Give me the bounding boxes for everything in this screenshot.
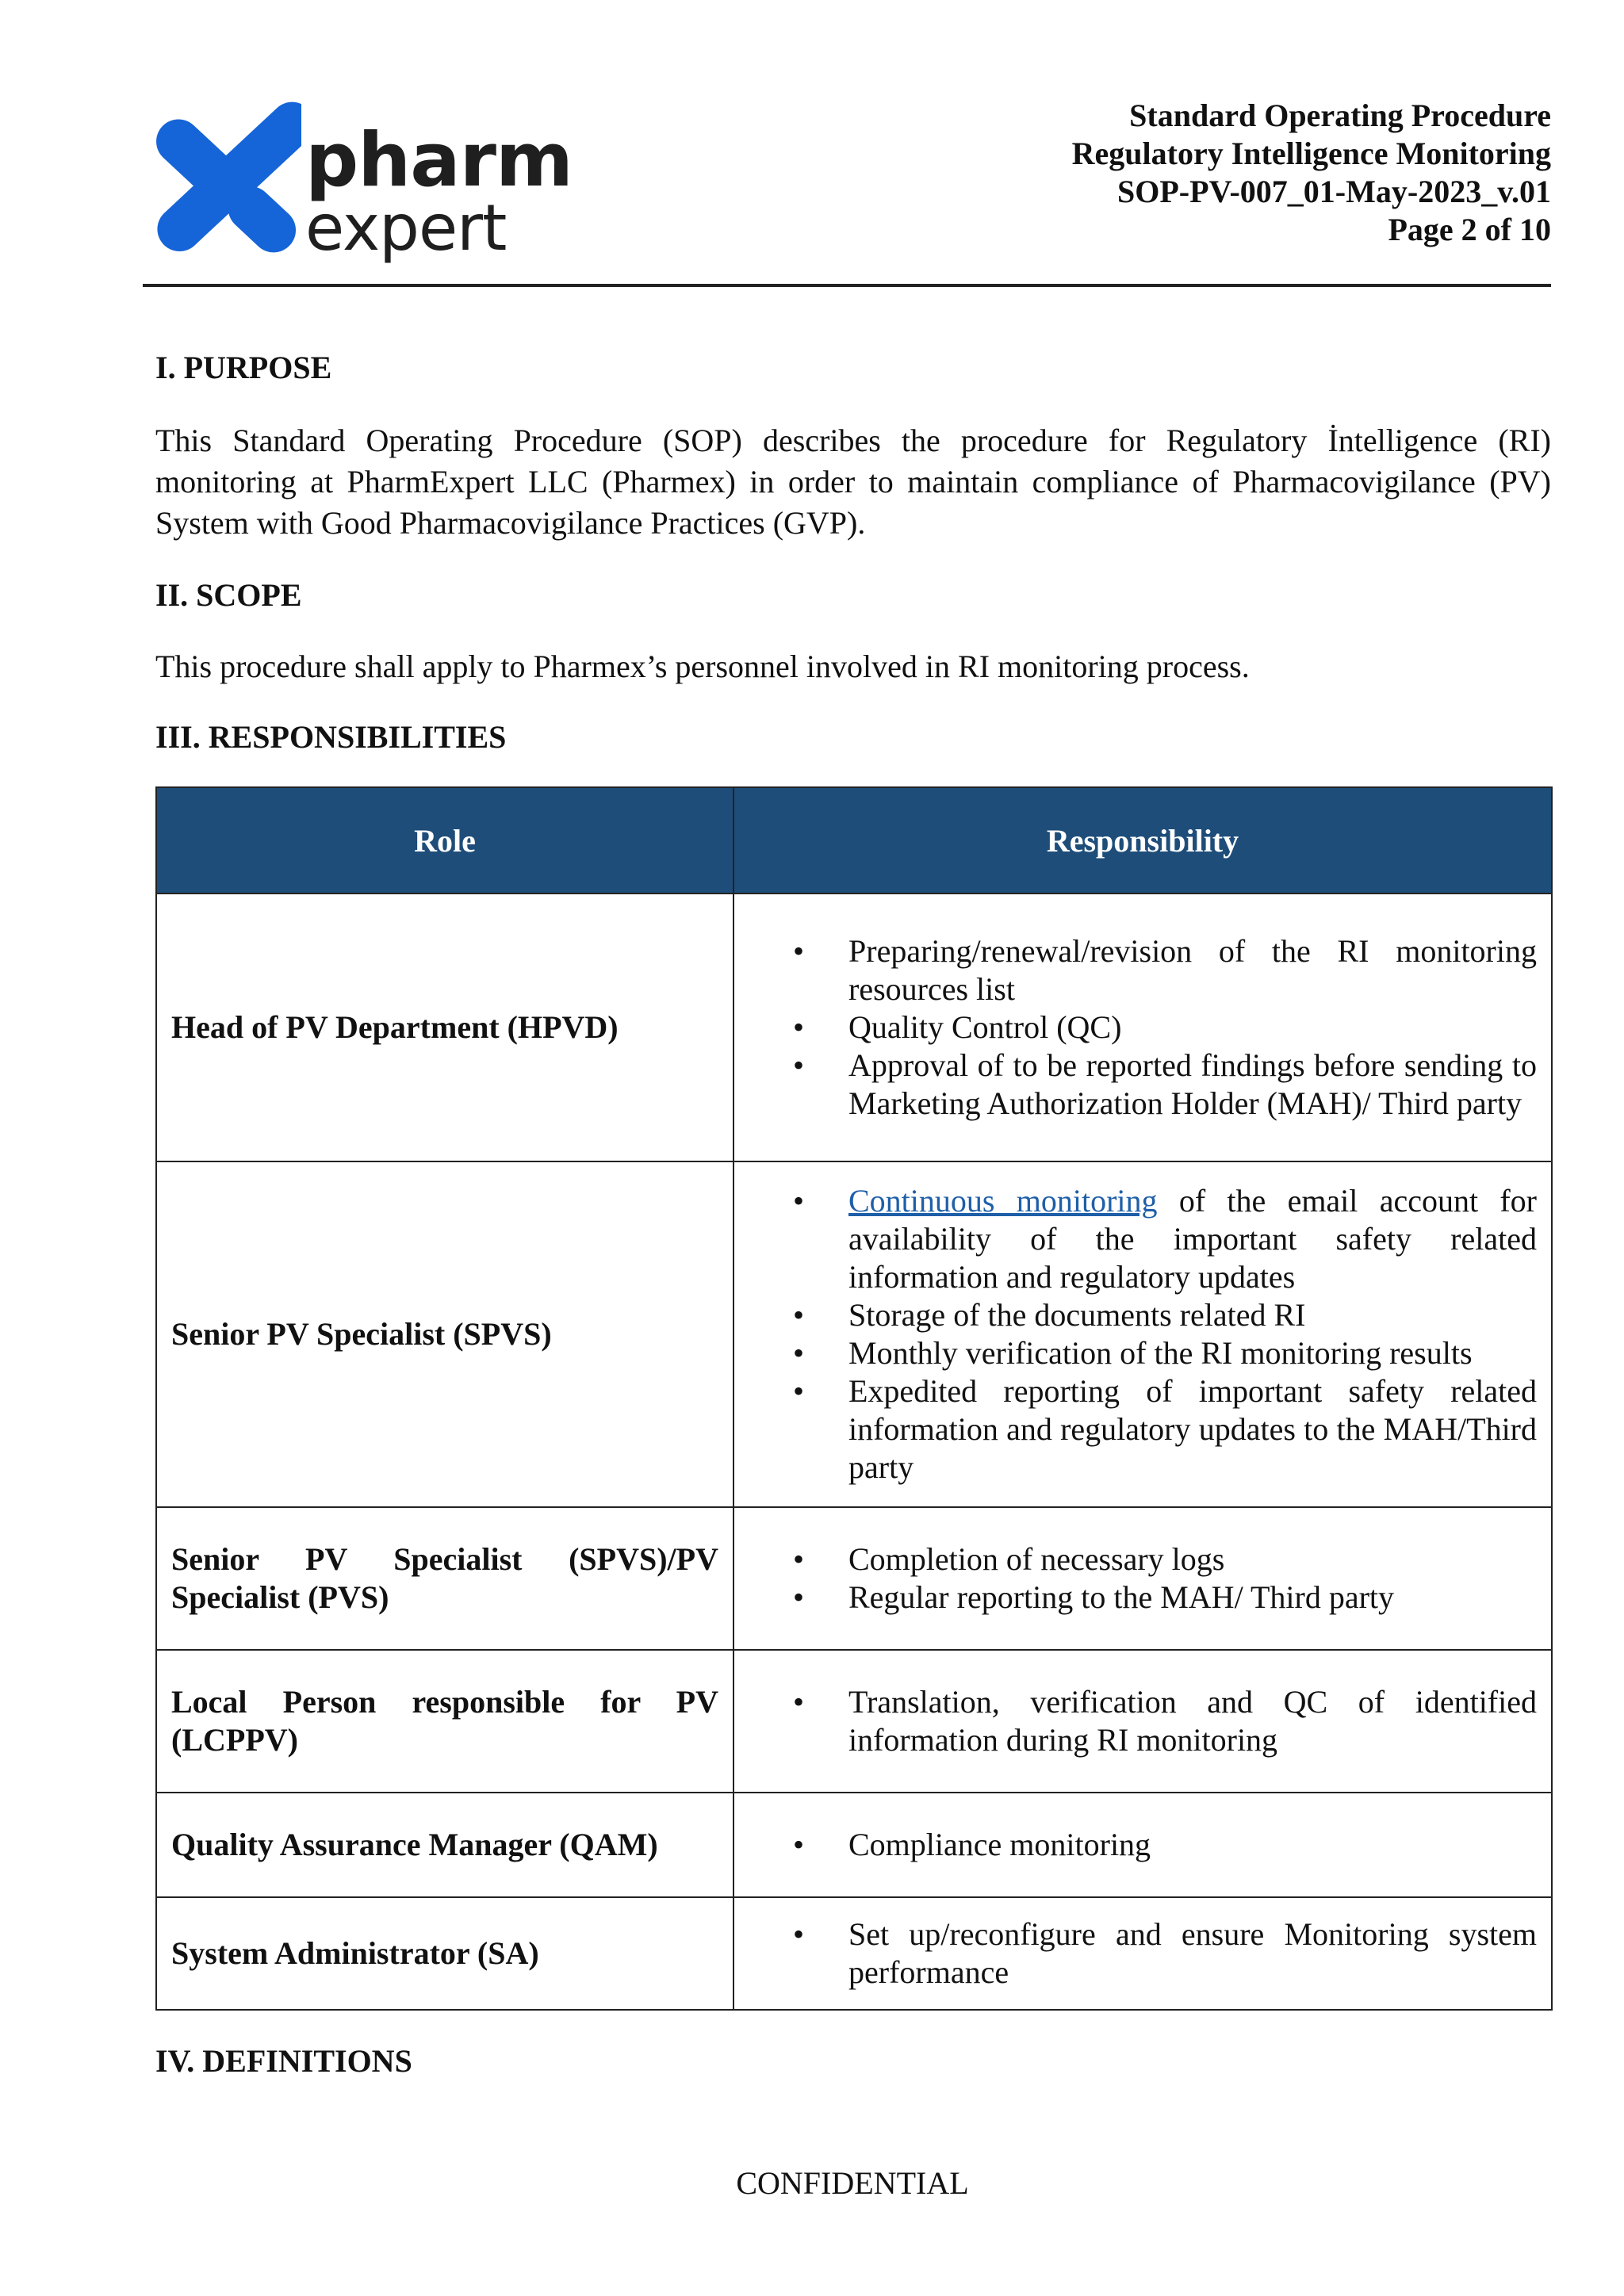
responsibility-cell [733, 1897, 1552, 2010]
role-cell: Senior PV Specialist (SPVS)/PV Specialist (PVS) [156, 1507, 733, 1650]
x-mark-icon [151, 101, 301, 268]
table-row [156, 1650, 1552, 1793]
responsibility-cell [733, 894, 1552, 1161]
logo-text-expert: expert [305, 191, 507, 265]
header-page-number: Page 2 of 10 [1388, 212, 1551, 247]
role-cell: System Administrator (SA) [156, 1897, 733, 2010]
responsibility-cell [733, 1161, 1552, 1507]
responsibility-item: • Expedited reporting of important safety related information and regulatory updates to the MAH/Third party [734, 1372, 1537, 1487]
responsibility-cell [733, 1793, 1552, 1897]
continuous-monitoring-link[interactable]: Continuous monitoring [848, 1183, 1158, 1219]
logo-text-pharm: pharm [305, 117, 573, 204]
role-cell: Senior PV Specialist (SPVS) [156, 1161, 733, 1507]
document-header [1072, 97, 1551, 249]
scope-heading: II. SCOPE [155, 577, 302, 613]
scope-text: This procedure shall apply to Pharmex’s personnel involved in RI monitoring process. [155, 649, 1250, 684]
company-logo [151, 101, 573, 268]
header-doc-type: Standard Operating Procedure [1129, 98, 1551, 133]
responsibility-item: • Quality Control (QC) [734, 1008, 1537, 1047]
responsibility-item: • Storage of the documents related RI [734, 1296, 1537, 1334]
role-cell: Head of PV Department (HPVD) [156, 894, 733, 1161]
purpose-text: This Standard Operating Procedure (SOP) describes the procedure for Regulatory İntelligence (RI) monitoring at PharmExpert LLC (Pharmex) in order to maintain compliance of Pharmacovigilance (PV) System with Good Pharmacovigilance Practices (GVP). [155, 423, 1551, 541]
role-cell: Quality Assurance Manager (QAM) [156, 1793, 733, 1897]
table-row [156, 1507, 1552, 1650]
column-header-role: Role [156, 787, 733, 894]
column-header-responsibility: Responsibility [733, 787, 1552, 894]
header-doc-id: SOP-PV-007_01-May-2023_v.01 [1117, 174, 1551, 209]
table-row [156, 1793, 1552, 1897]
header-divider [143, 284, 1551, 287]
definitions-heading: IV. DEFINITIONS [155, 2043, 412, 2079]
responsibility-item: • Approval of to be reported findings before sending to Marketing Authorization Holder (MAH)/ Third party [734, 1047, 1537, 1123]
table-header-row [156, 787, 1552, 894]
table-row [156, 1897, 1552, 2010]
table-row [156, 1161, 1552, 1507]
responsibilities-table [155, 786, 1553, 2011]
table-row [156, 894, 1552, 1161]
responsibility-item: • Completion of necessary logs [734, 1540, 1537, 1578]
responsibility-item [734, 1182, 1537, 1296]
responsibility-item: • Compliance monitoring [734, 1826, 1537, 1864]
responsibility-item: • Monthly verification of the RI monitoring results [734, 1334, 1537, 1372]
header-doc-title: Regulatory Intelligence Monitoring [1071, 136, 1551, 171]
purpose-heading: I. PURPOSE [155, 350, 332, 385]
responsibility-item: • Preparing/renewal/revision of the RI monitoring resources list [734, 932, 1537, 1008]
responsibility-item: • Set up/reconfigure and ensure Monitoring system performance [734, 1915, 1537, 1992]
responsibility-cell [733, 1507, 1552, 1650]
responsibility-cell [733, 1650, 1552, 1793]
responsibilities-heading: III. RESPONSIBILITIES [155, 719, 507, 755]
role-cell: Local Person responsible for PV (LCPPV) [156, 1650, 733, 1793]
responsibility-item: • Regular reporting to the MAH/ Third party [734, 1578, 1537, 1617]
responsibility-item: • Translation, verification and QC of identified information during RI monitoring [734, 1683, 1537, 1759]
confidential-footer: CONFIDENTIAL [736, 2165, 969, 2201]
responsibility-item-text: of the email account for availability of the important safety related information and regulatory updates [848, 1183, 1537, 1295]
